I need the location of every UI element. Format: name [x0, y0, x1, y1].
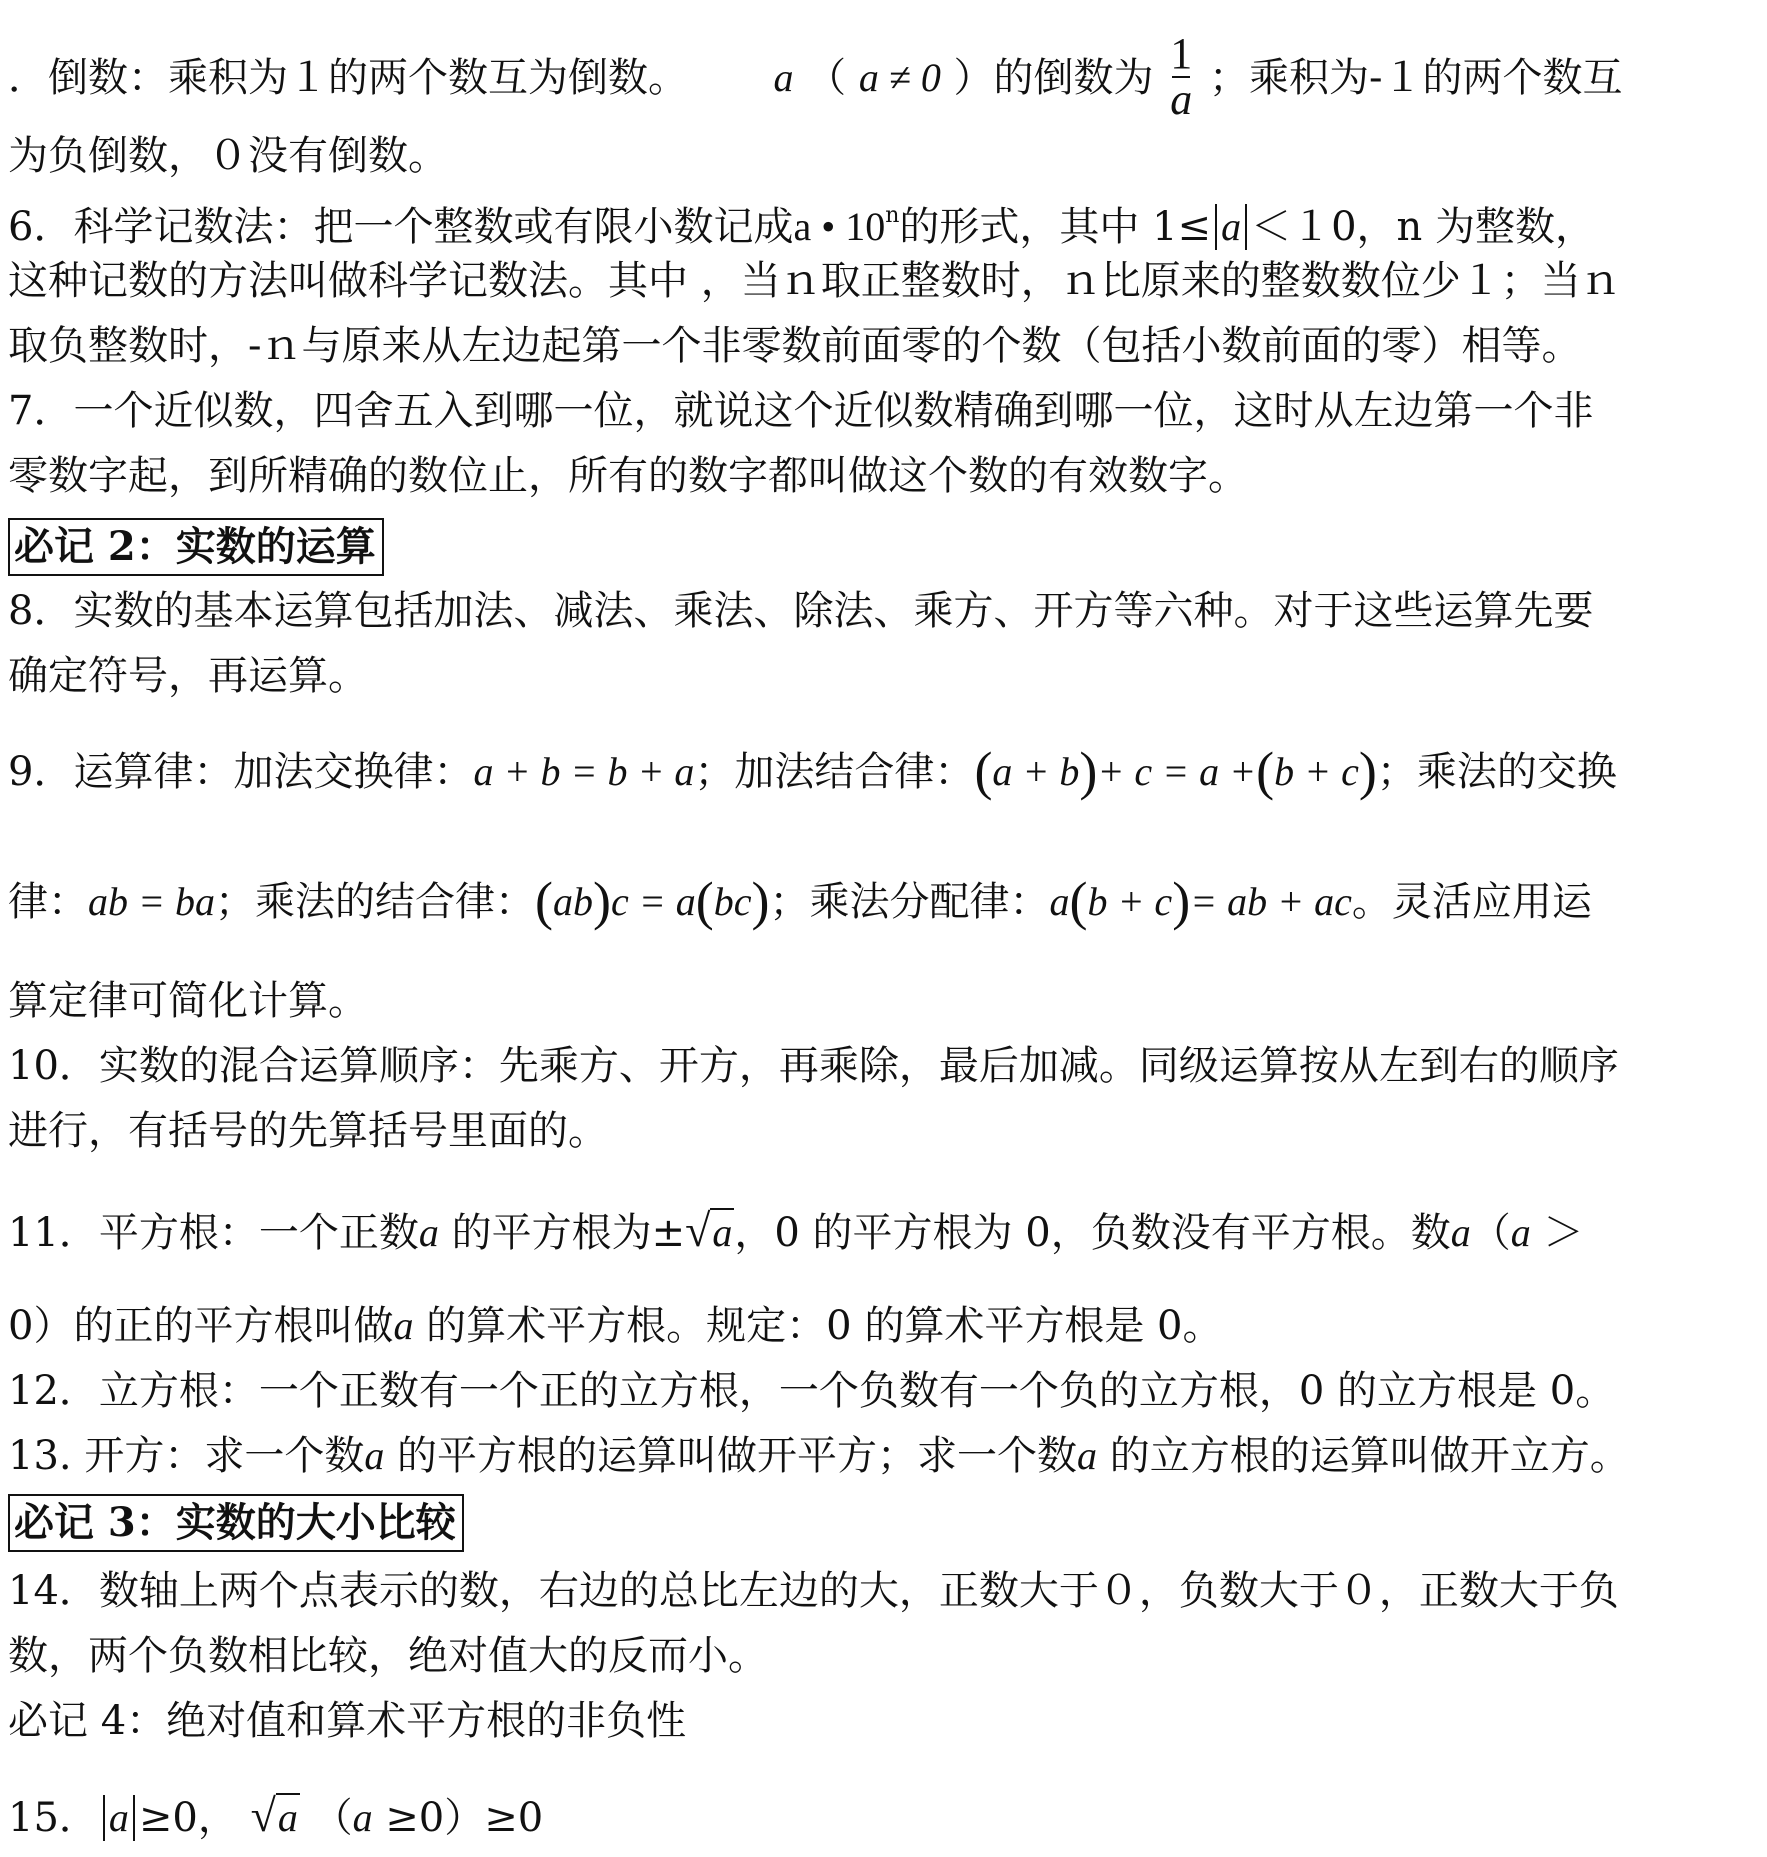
item-10-line-2: 进行，有括号的先算括号里面的。 [8, 1108, 608, 1154]
formula-dist-a: a [1049, 879, 1070, 924]
abs-bar-right [133, 1795, 135, 1841]
math-var-a: a [1221, 204, 1242, 249]
math-var-a: a [1077, 1433, 1098, 1478]
paren-close: ) [1079, 741, 1098, 801]
text-span: 9．运算律：加法交换律： [8, 749, 474, 795]
text-span: 6．科学记数法：把一个整数或有限小数记成 [8, 204, 794, 250]
sqrt-a [685, 1207, 734, 1257]
paren-open: （ [806, 55, 847, 101]
item-9-line-2 [8, 871, 1592, 931]
item-7-line-1: 7．一个近似数，四舍五入到哪一位，就说这个近似数精确到哪一位，这时从左边第一个非 [8, 388, 1594, 434]
abs-bar-left [103, 1795, 105, 1841]
math-var-a: a [352, 1795, 373, 1840]
text-span: 律： [8, 879, 88, 925]
fraction-denominator: a [1170, 75, 1193, 124]
item-9-line-1 [8, 741, 1617, 801]
text-span: 的平方根为± [451, 1210, 686, 1256]
item-8-line-1: 8．实数的基本运算包括加法、减法、乘法、除法、乘方、开方等六种。对于这些运算先要 [8, 588, 1594, 634]
radical-sign-icon: √ [685, 1205, 711, 1256]
math-a-neq-0: a ≠ 0 [858, 55, 941, 100]
sqrt-argument: a [712, 1210, 733, 1255]
math-var-a: a [393, 1303, 414, 1348]
reciprocal-definition-line [8, 29, 1623, 124]
radical-sign-icon: √ [250, 1790, 276, 1841]
item-13-line [8, 1432, 1630, 1480]
text-span: 13. 开方：求一个数 [8, 1433, 365, 1479]
math-a-times-10: a • 10 [793, 204, 886, 249]
paren-open: ( [695, 871, 714, 931]
math-var-a: a [773, 55, 794, 100]
math-var-a: a [1450, 1210, 1471, 1255]
paren-close: ) [751, 871, 770, 931]
text-span: ；加法结合律： [694, 749, 975, 795]
item-6-line-1 [8, 192, 1596, 250]
section-heading-3: 必记 3：实数的大小比较 [8, 1494, 464, 1552]
item-11-line-1 [8, 1207, 1583, 1255]
item-15-line [8, 1792, 543, 1840]
text-span: 0）的正的平方根叫做 [8, 1303, 394, 1349]
greater-than: ＞ [1543, 1210, 1584, 1256]
formula-dist-right: = ab + ac [1190, 879, 1352, 924]
text-span: 。灵活应用运 [1351, 879, 1592, 925]
item-12-line: 12．立方根：一个正数有一个正的立方根，一个负数有一个负的立方根，0 的立方根是 0。 [8, 1368, 1616, 1414]
text-span: ；乘法分配律： [769, 879, 1050, 925]
paren-open: （ [1470, 1210, 1511, 1256]
formula-assoc-mul-left: ab [552, 879, 593, 924]
text-span: 的立方根的运算叫做开立方。 [1109, 1433, 1630, 1479]
math-var-a: a [1510, 1210, 1531, 1255]
item-9-line-3: 算定律可简化计算。 [8, 978, 368, 1024]
formula-assoc-add-right: b + c [1274, 749, 1359, 794]
abs-bar-right [1245, 204, 1247, 250]
section-heading-2: 必记 2：实数的运算 [8, 518, 384, 576]
item-7-line-2: 零数字起，到所精确的数位止，所有的数字都叫做这个数的有效数字。 [8, 453, 1248, 499]
math-var-a: a [418, 1210, 439, 1255]
reciprocal-text: ．倒数：乘积为１的两个数互为倒数。 [8, 55, 688, 101]
formula-commutative-mul: ab = ba [88, 879, 215, 924]
sqrt-argument: a [277, 1795, 298, 1840]
formula-dist-inner: b + c [1087, 879, 1173, 924]
formula-assoc-add-mid: + c = a + [1097, 749, 1257, 794]
text-span: 的形式，其中 1≤ [899, 204, 1212, 250]
abs-bar-left [1215, 204, 1217, 250]
text-span: n 为整数， [1396, 204, 1596, 250]
text-span: 15． [8, 1795, 99, 1841]
formula-assoc-mul-mid: c = a [610, 879, 696, 924]
text-span: 11．平方根：一个正数 [8, 1210, 419, 1256]
item-14-line-1: 14．数轴上两个点表示的数，右边的总比左边的大，正数大于０，负数大于０，正数大于负 [8, 1568, 1619, 1614]
formula-assoc-mul-right: bc [713, 879, 752, 924]
text-span: 的算术平方根。规定：0 的算术平方根是 0。 [426, 1303, 1223, 1349]
formula-assoc-add-left: a + b [992, 749, 1080, 794]
text-span: ≥0）≥0 [385, 1795, 544, 1841]
text-span: ≥0， [138, 1795, 238, 1841]
text-span: ＜１0， [1251, 204, 1397, 250]
text-span: 的平方根的运算叫做开平方；求一个数 [397, 1433, 1078, 1479]
item-14-line-2: 数，两个负数相比较，绝对值大的反而小。 [8, 1633, 768, 1679]
text-line: 为负倒数，０没有倒数。 [8, 133, 448, 179]
paren-open: ( [1069, 871, 1088, 931]
paren-open: ( [535, 871, 553, 931]
paren-close: ) [1172, 871, 1191, 931]
item-10-line-1: 10．实数的混合运算顺序：先乘方、开方，再乘除，最后加减。同级运算按从左到右的顺序 [8, 1043, 1619, 1089]
paren-open: （ [312, 1795, 353, 1841]
paren-open: ( [1256, 741, 1275, 801]
item-6-line-2: 这种记数的方法叫做科学记数法。其中 ，当ｎ取正整数时，ｎ比原来的整数数位少１；当ｎ [8, 258, 1621, 304]
text-span: ；乘法的交换 [1376, 749, 1617, 795]
sqrt-a [251, 1792, 300, 1842]
math-var-a: a [364, 1433, 385, 1478]
fraction-numerator: 1 [1170, 29, 1193, 78]
exponent-n: n [885, 203, 900, 228]
item-6-line-3: 取负整数时，-ｎ与原来从左边起第一个非零数前面零的个数（包括小数前面的零）相等。 [8, 323, 1582, 369]
text-span: ；乘法的结合律： [215, 879, 535, 925]
formula-commutative-add: a + b = b + a [473, 749, 695, 794]
reciprocal-of-text: ）的倒数为 [953, 55, 1154, 101]
paren-open: ( [974, 741, 993, 801]
item-8-line-2: 确定符号，再运算。 [8, 653, 368, 699]
item-11-line-2 [8, 1302, 1223, 1350]
note-4-heading: 必记 4：绝对值和算术平方根的非负性 [8, 1698, 687, 1744]
paren-close: ) [1358, 741, 1377, 801]
text-span: ，0 的平方根为 0，负数没有平方根。数 [734, 1210, 1451, 1256]
paren-close: ) [592, 871, 611, 931]
fraction-1-over-a [1170, 29, 1193, 124]
math-var-a: a [108, 1795, 129, 1840]
negative-reciprocal-text: ；乘积为-１的两个数互 [1208, 55, 1623, 101]
